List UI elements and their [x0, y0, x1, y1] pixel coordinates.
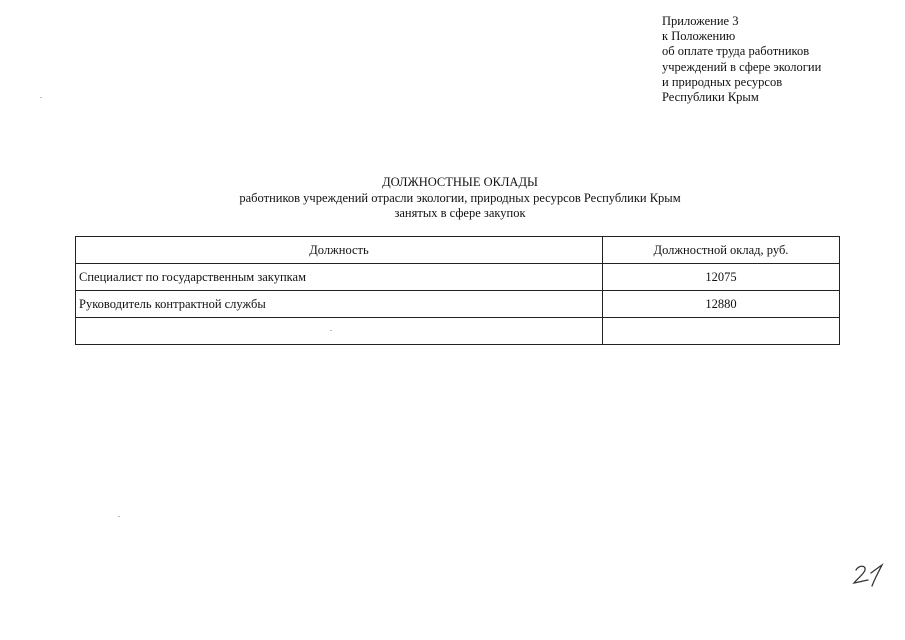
appendix-note — [662, 14, 821, 105]
cell-position: Руководитель контрактной службы — [76, 291, 603, 318]
title-subtitle-2: занятых в сфере закупок — [394, 206, 526, 220]
table-header-row — [76, 237, 840, 264]
cell-salary — [603, 318, 840, 345]
handwritten-page-number — [852, 562, 894, 588]
table-row — [76, 264, 840, 291]
scan-speck — [40, 97, 42, 98]
appendix-line: Приложение 3 — [662, 14, 739, 28]
appendix-line: и природных ресурсов — [662, 74, 783, 89]
column-header-position: Должность — [76, 237, 603, 264]
scan-speck — [330, 330, 332, 331]
scan-speck — [118, 516, 120, 517]
appendix-line: к Положению — [662, 29, 736, 44]
document-title — [0, 175, 905, 222]
appendix-line: учреждений в сфере экологии — [662, 59, 822, 74]
handwritten-page-number-mark — [852, 562, 894, 588]
salary-table — [75, 236, 840, 345]
cell-salary: 12075 — [603, 264, 840, 291]
column-header-salary: Должностной оклад, руб. — [603, 237, 840, 264]
cell-salary: 12880 — [603, 291, 840, 318]
appendix-line: об оплате труда работников — [662, 44, 810, 59]
cell-position — [76, 318, 603, 345]
table-row — [76, 318, 840, 345]
title-subtitle: работников учреждений отрасли экологии, природных ресурсов Республики Крым — [239, 190, 681, 205]
appendix-line: Республики Крым — [662, 90, 759, 105]
table-row — [76, 291, 840, 318]
cell-position: Специалист по государственным закупкам — [76, 264, 603, 291]
title-heading: ДОЛЖНОСТНЫЕ ОКЛАДЫ — [382, 175, 538, 189]
